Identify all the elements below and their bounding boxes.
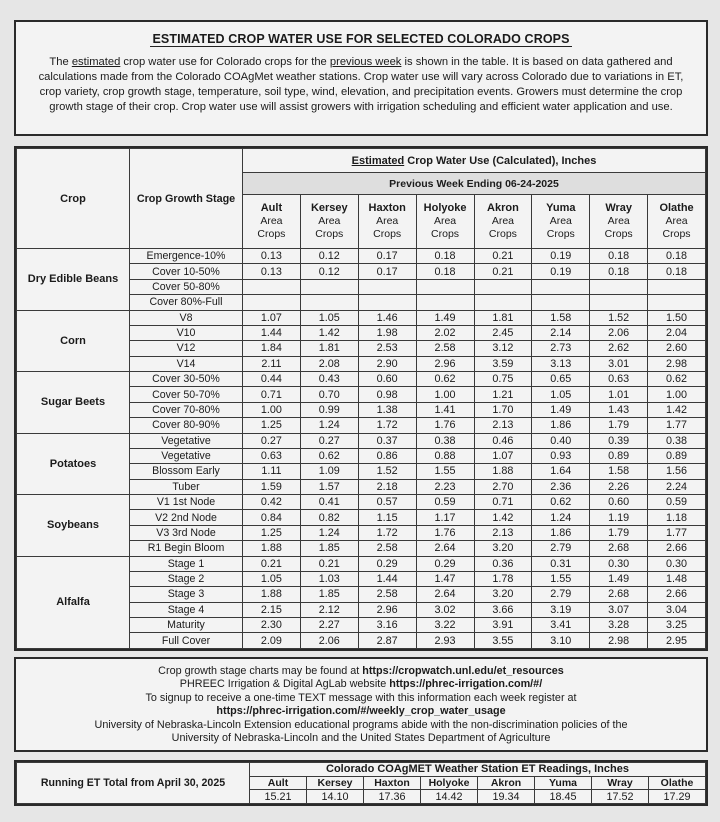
water-use-value: 3.13: [532, 356, 590, 371]
water-use-value: 3.22: [416, 618, 474, 633]
water-use-value: 1.42: [648, 402, 706, 417]
water-use-value: 1.07: [243, 310, 301, 325]
previous-week-emphasis: previous week: [329, 56, 402, 68]
water-use-value: 0.71: [474, 495, 532, 510]
water-use-value: 1.58: [532, 310, 590, 325]
water-use-value: 2.24: [648, 479, 706, 494]
water-use-value: 2.04: [648, 325, 706, 340]
water-use-value: 2.06: [300, 633, 358, 649]
et-value-kersey: 14.10: [307, 790, 364, 804]
water-use-value: 1.47: [416, 571, 474, 586]
water-use-value: 0.98: [358, 387, 416, 402]
water-use-value: 1.49: [590, 571, 648, 586]
phrec-website-line: PHREEC Irrigation & Digital AgLab website https://phrec-irrigation.com/#/: [179, 678, 543, 691]
water-use-value: 1.00: [648, 387, 706, 402]
growth-stage-cell: R1 Begin Bloom: [130, 541, 243, 556]
water-use-value: 0.38: [416, 433, 474, 448]
et-readings-panel: [14, 760, 708, 806]
et-location-olathe: Olathe: [649, 776, 706, 790]
water-use-value: [474, 295, 532, 310]
running-et-label: Running ET Total from April 30, 2025: [17, 763, 250, 804]
water-use-value: 1.05: [532, 387, 590, 402]
water-use-value: 0.18: [590, 264, 648, 279]
water-use-value: 3.19: [532, 602, 590, 617]
water-use-value: 1.48: [648, 571, 706, 586]
water-use-value: 3.66: [474, 602, 532, 617]
water-use-value: 2.95: [648, 633, 706, 649]
water-use-value: 0.13: [243, 249, 301, 264]
water-use-value: 1.46: [358, 310, 416, 325]
water-use-value: 0.70: [300, 387, 358, 402]
water-use-value: 0.62: [416, 372, 474, 387]
water-use-value: 2.06: [590, 325, 648, 340]
water-use-value: [590, 295, 648, 310]
water-use-value: 2.98: [590, 633, 648, 649]
water-use-value: 0.30: [648, 556, 706, 571]
growth-stage-cell: Tuber: [130, 479, 243, 494]
signup-line: To signup to receive a one-time TEXT message with this information each week register at: [145, 691, 577, 704]
water-use-value: [358, 279, 416, 294]
growth-stage-cell: Full Cover: [130, 633, 243, 649]
location-header-wray: Wray Area Crops: [590, 195, 648, 249]
water-use-value: 2.11: [243, 356, 301, 371]
growth-stage-cell: Emergence-10%: [130, 249, 243, 264]
water-use-value: 1.42: [474, 510, 532, 525]
water-use-value: 1.52: [358, 464, 416, 479]
water-use-value: 2.87: [358, 633, 416, 649]
page-title: ESTIMATED CROP WATER USE FOR SELECTED COLORADO CROPS: [152, 32, 570, 46]
water-use-value: 1.64: [532, 464, 590, 479]
water-use-value: 3.91: [474, 618, 532, 633]
signup-link[interactable]: https://phrec-irrigation.com/#/weekly_crop_water_usage: [216, 705, 506, 718]
water-use-value: [648, 279, 706, 294]
water-use-value: 1.76: [416, 418, 474, 433]
water-use-value: 2.12: [300, 602, 358, 617]
et-value-ault: 15.21: [250, 790, 307, 804]
water-use-value: 1.77: [648, 418, 706, 433]
water-use-value: 1.85: [300, 587, 358, 602]
water-use-value: 0.39: [590, 433, 648, 448]
crop-name-cell: Dry Edible Beans: [17, 249, 130, 311]
water-use-value: 0.63: [590, 372, 648, 387]
water-use-value: 1.58: [590, 464, 648, 479]
growth-stage-cell: Cover 80-90%: [130, 418, 243, 433]
et-value-holyoke: 14.42: [421, 790, 478, 804]
water-use-value: 2.02: [416, 325, 474, 340]
phrec-link[interactable]: https://phrec-irrigation.com/#/: [389, 678, 543, 691]
water-use-value: 0.29: [358, 556, 416, 571]
water-use-value: 0.44: [243, 372, 301, 387]
water-use-value: 0.86: [358, 448, 416, 463]
table-row: [17, 556, 706, 571]
water-use-value: 1.44: [358, 571, 416, 586]
week-ending-label: Previous Week Ending 06-24-2025: [243, 173, 706, 195]
water-use-value: [532, 295, 590, 310]
water-use-value: 1.00: [243, 402, 301, 417]
growth-stage-cell: Vegetative: [130, 433, 243, 448]
water-use-value: 1.79: [590, 418, 648, 433]
growth-stage-cell: Stage 1: [130, 556, 243, 571]
growth-stage-cell: Cover 10-50%: [130, 264, 243, 279]
water-use-value: 1.41: [416, 402, 474, 417]
water-use-value: 0.21: [243, 556, 301, 571]
growth-stage-cell: Cover 70-80%: [130, 402, 243, 417]
water-use-value: 2.36: [532, 479, 590, 494]
water-use-value: 2.13: [474, 418, 532, 433]
estimated-emphasis: estimated: [71, 56, 121, 68]
et-location-ault: Ault: [250, 776, 307, 790]
water-use-value: 2.09: [243, 633, 301, 649]
water-use-value: 1.38: [358, 402, 416, 417]
water-use-value: 0.18: [416, 264, 474, 279]
water-use-value: 1.88: [474, 464, 532, 479]
water-use-value: 2.60: [648, 341, 706, 356]
et-location-yuma: Yuma: [535, 776, 592, 790]
water-use-value: 1.59: [243, 479, 301, 494]
water-use-value: 0.38: [648, 433, 706, 448]
et-value-wray: 17.52: [592, 790, 649, 804]
table-title: Estimated Crop Water Use (Calculated), Inches: [243, 149, 706, 173]
stage-column-header: Crop Growth Stage: [130, 149, 243, 249]
water-use-value: 1.81: [474, 310, 532, 325]
growth-stage-cell: V1 1st Node: [130, 495, 243, 510]
water-use-value: 0.19: [532, 249, 590, 264]
water-use-value: [474, 279, 532, 294]
water-use-value: 1.21: [474, 387, 532, 402]
growth-stage-cell: V2 2nd Node: [130, 510, 243, 525]
water-use-value: 2.27: [300, 618, 358, 633]
water-use-value: 1.11: [243, 464, 301, 479]
water-use-value: 0.12: [300, 249, 358, 264]
table-row: [17, 249, 706, 264]
et-value-akron: 19.34: [478, 790, 535, 804]
water-use-value: 2.18: [358, 479, 416, 494]
growth-stage-cell: Cover 30-50%: [130, 372, 243, 387]
location-header-ault: Ault Area Crops: [243, 195, 301, 249]
water-use-value: 1.84: [243, 341, 301, 356]
water-use-value: 0.21: [474, 264, 532, 279]
water-use-value: 1.86: [532, 418, 590, 433]
growth-stage-cell: Vegetative: [130, 448, 243, 463]
water-use-value: 0.21: [474, 249, 532, 264]
et-location-kersey: Kersey: [307, 776, 364, 790]
crop-water-use-table: [16, 148, 706, 649]
water-use-value: 1.70: [474, 402, 532, 417]
water-use-value: [416, 279, 474, 294]
water-use-value: 0.13: [243, 264, 301, 279]
water-use-value: 2.73: [532, 341, 590, 356]
water-use-value: 1.17: [416, 510, 474, 525]
water-use-value: 1.01: [590, 387, 648, 402]
policy-line-2: University of Nebraska-Lincoln and the United States Department of Agriculture: [171, 732, 551, 745]
growth-stage-cell: V10: [130, 325, 243, 340]
growth-stage-cell: Cover 50-70%: [130, 387, 243, 402]
growth-stage-cell: V3 3rd Node: [130, 525, 243, 540]
water-use-value: 0.17: [358, 264, 416, 279]
water-use-value: 0.18: [648, 264, 706, 279]
water-use-value: 2.62: [590, 341, 648, 356]
water-use-value: 0.65: [532, 372, 590, 387]
water-use-value: 1.85: [300, 541, 358, 556]
crop-name-cell: Sugar Beets: [17, 372, 130, 434]
water-use-value: 0.27: [243, 433, 301, 448]
water-use-value: 0.42: [243, 495, 301, 510]
water-use-value: 0.29: [416, 556, 474, 571]
water-use-value: 0.19: [532, 264, 590, 279]
water-use-value: 1.55: [532, 571, 590, 586]
water-use-value: 2.26: [590, 479, 648, 494]
water-use-value: 0.41: [300, 495, 358, 510]
water-use-value: 2.68: [590, 587, 648, 602]
water-use-value: 2.14: [532, 325, 590, 340]
water-use-value: [300, 279, 358, 294]
water-use-value: 0.84: [243, 510, 301, 525]
cropwatch-link[interactable]: https://cropwatch.unl.edu/et_resources: [362, 665, 564, 677]
policy-line-1: University of Nebraska-Lincoln Extension educational programs abide with the non-discrimination policies of the: [94, 718, 628, 731]
water-use-value: 3.10: [532, 633, 590, 649]
water-use-value: 2.15: [243, 602, 301, 617]
water-use-value: 2.90: [358, 356, 416, 371]
water-use-value: 1.72: [358, 525, 416, 540]
water-use-value: 2.58: [416, 341, 474, 356]
water-use-value: 1.09: [300, 464, 358, 479]
water-use-value: 0.57: [358, 495, 416, 510]
water-use-value: 0.89: [590, 448, 648, 463]
table-row: [17, 310, 706, 325]
water-use-value: 0.43: [300, 372, 358, 387]
water-use-value: 1.18: [648, 510, 706, 525]
water-use-value: [416, 295, 474, 310]
et-value-olathe: 17.29: [649, 790, 706, 804]
location-header-holyoke: Holyoke Area Crops: [416, 195, 474, 249]
table-row: [17, 372, 706, 387]
water-use-value: 1.81: [300, 341, 358, 356]
water-use-value: 1.43: [590, 402, 648, 417]
water-use-value: 1.49: [416, 310, 474, 325]
water-use-value: 2.58: [358, 587, 416, 602]
location-header-akron: Akron Area Crops: [474, 195, 532, 249]
stage-charts-line: Crop growth stage charts may be found at https://cropwatch.unl.edu/et_resources: [158, 665, 564, 677]
water-use-value: 0.27: [300, 433, 358, 448]
crop-name-cell: Soybeans: [17, 495, 130, 557]
water-use-value: 3.16: [358, 618, 416, 633]
water-use-value: [243, 295, 301, 310]
water-use-value: 3.20: [474, 541, 532, 556]
water-use-value: 0.62: [648, 372, 706, 387]
water-use-value: 1.24: [300, 525, 358, 540]
water-use-value: 2.13: [474, 525, 532, 540]
water-use-value: 2.45: [474, 325, 532, 340]
water-use-value: 3.04: [648, 602, 706, 617]
et-value-yuma: 18.45: [535, 790, 592, 804]
water-use-value: 2.68: [590, 541, 648, 556]
growth-stage-cell: Stage 3: [130, 587, 243, 602]
crop-name-cell: Corn: [17, 310, 130, 372]
water-use-value: 0.40: [532, 433, 590, 448]
water-use-value: 0.18: [416, 249, 474, 264]
water-use-value: [590, 279, 648, 294]
water-use-value: 1.56: [648, 464, 706, 479]
water-use-value: 1.79: [590, 525, 648, 540]
water-use-value: 3.41: [532, 618, 590, 633]
water-use-value: [532, 279, 590, 294]
water-use-value: 0.60: [590, 495, 648, 510]
water-use-value: 1.72: [358, 418, 416, 433]
water-use-value: 3.07: [590, 602, 648, 617]
et-readings-title: Colorado COAgMET Weather Station ET Readings, Inches: [250, 763, 706, 777]
location-header-kersey: Kersey Area Crops: [300, 195, 358, 249]
location-header-yuma: Yuma Area Crops: [532, 195, 590, 249]
water-use-value: 1.19: [590, 510, 648, 525]
water-use-value: 2.66: [648, 541, 706, 556]
water-use-value: 0.82: [300, 510, 358, 525]
water-use-value: 2.96: [358, 602, 416, 617]
water-use-value: 3.02: [416, 602, 474, 617]
water-use-value: 1.25: [243, 525, 301, 540]
water-use-value: 0.62: [300, 448, 358, 463]
water-use-value: 0.75: [474, 372, 532, 387]
water-use-value: 0.89: [648, 448, 706, 463]
water-use-value: 0.59: [416, 495, 474, 510]
growth-stage-cell: V12: [130, 341, 243, 356]
intro-panel: [14, 20, 708, 136]
resources-panel: [14, 657, 708, 752]
table-row: [17, 495, 706, 510]
water-use-value: 1.49: [532, 402, 590, 417]
water-use-value: 2.64: [416, 587, 474, 602]
water-use-value: 0.37: [358, 433, 416, 448]
water-use-value: 1.55: [416, 464, 474, 479]
water-use-value: 2.30: [243, 618, 301, 633]
water-use-value: 1.76: [416, 525, 474, 540]
crop-column-header: Crop: [17, 149, 130, 249]
et-location-holyoke: Holyoke: [421, 776, 478, 790]
water-use-value: 2.66: [648, 587, 706, 602]
water-use-value: [648, 295, 706, 310]
water-use-value: 1.57: [300, 479, 358, 494]
water-use-value: 2.79: [532, 541, 590, 556]
water-use-value: 0.59: [648, 495, 706, 510]
water-use-value: 1.03: [300, 571, 358, 586]
water-use-value: 3.28: [590, 618, 648, 633]
water-use-value: 0.30: [590, 556, 648, 571]
water-use-value: 0.36: [474, 556, 532, 571]
water-use-value: [243, 279, 301, 294]
water-use-value: [300, 295, 358, 310]
water-use-value: 1.52: [590, 310, 648, 325]
water-use-value: 1.50: [648, 310, 706, 325]
water-use-value: 1.44: [243, 325, 301, 340]
water-use-value: 3.01: [590, 356, 648, 371]
water-use-value: 1.05: [243, 571, 301, 586]
water-use-value: 3.12: [474, 341, 532, 356]
growth-stage-cell: Maturity: [130, 618, 243, 633]
water-use-value: 2.98: [648, 356, 706, 371]
water-use-value: 3.59: [474, 356, 532, 371]
et-readings-table: [16, 762, 706, 804]
water-use-value: 3.20: [474, 587, 532, 602]
water-use-value: [358, 295, 416, 310]
growth-stage-cell: V8: [130, 310, 243, 325]
water-use-value: 3.25: [648, 618, 706, 633]
water-use-value: 2.58: [358, 541, 416, 556]
crop-name-cell: Alfalfa: [17, 556, 130, 649]
water-use-value: 1.77: [648, 525, 706, 540]
et-location-akron: Akron: [478, 776, 535, 790]
et-value-haxton: 17.36: [364, 790, 421, 804]
growth-stage-cell: Cover 80%-Full: [130, 295, 243, 310]
water-use-value: 0.63: [243, 448, 301, 463]
location-header-haxton: Haxton Area Crops: [358, 195, 416, 249]
water-use-value: 0.31: [532, 556, 590, 571]
water-use-value: 2.93: [416, 633, 474, 649]
water-use-value: 2.08: [300, 356, 358, 371]
water-use-value: 2.96: [416, 356, 474, 371]
water-use-value: 1.24: [300, 418, 358, 433]
growth-stage-cell: V14: [130, 356, 243, 371]
water-use-value: 0.18: [648, 249, 706, 264]
water-use-value: 0.99: [300, 402, 358, 417]
water-use-value: 0.12: [300, 264, 358, 279]
water-use-value: 1.15: [358, 510, 416, 525]
growth-stage-cell: Blossom Early: [130, 464, 243, 479]
water-use-value: 0.60: [358, 372, 416, 387]
water-use-value: 0.71: [243, 387, 301, 402]
water-use-value: 0.88: [416, 448, 474, 463]
water-use-value: 1.86: [532, 525, 590, 540]
water-use-value: 0.17: [358, 249, 416, 264]
water-use-value: 0.46: [474, 433, 532, 448]
water-use-value: 0.62: [532, 495, 590, 510]
intro-paragraph: The estimated crop water use for Colorado crops for the previous week is shown in the table. It is based on data gathered and calculations made from the Colorado COAgMet weather stations. Crop water use will vary across Colorado due to variations in ET, crop variety, crop growth stage, temperature, soil type, wind, elevation, and precipitation events. Growers must determine the crop growth stage of their crop. Crop water use will assist growers with irrigation scheduling and efficient water application and use.: [38, 56, 684, 113]
water-use-value: 1.88: [243, 541, 301, 556]
water-use-value: 1.07: [474, 448, 532, 463]
et-location-wray: Wray: [592, 776, 649, 790]
growth-stage-cell: Cover 50-80%: [130, 279, 243, 294]
water-use-value: 1.05: [300, 310, 358, 325]
water-use-value: 0.21: [300, 556, 358, 571]
crop-water-table-panel: [14, 146, 708, 651]
water-use-value: 2.70: [474, 479, 532, 494]
table-row: [17, 433, 706, 448]
growth-stage-cell: Stage 4: [130, 602, 243, 617]
water-use-value: 1.78: [474, 571, 532, 586]
water-use-value: 2.23: [416, 479, 474, 494]
et-location-haxton: Haxton: [364, 776, 421, 790]
water-use-value: 2.79: [532, 587, 590, 602]
water-use-value: 1.88: [243, 587, 301, 602]
location-header-olathe: Olathe Area Crops: [648, 195, 706, 249]
crop-name-cell: Potatoes: [17, 433, 130, 495]
water-use-value: 1.24: [532, 510, 590, 525]
water-use-value: 1.98: [358, 325, 416, 340]
water-use-value: 3.55: [474, 633, 532, 649]
water-use-value: 1.25: [243, 418, 301, 433]
water-use-value: 0.18: [590, 249, 648, 264]
growth-stage-cell: Stage 2: [130, 571, 243, 586]
water-use-value: 1.00: [416, 387, 474, 402]
water-use-value: 0.93: [532, 448, 590, 463]
water-use-value: 1.42: [300, 325, 358, 340]
water-use-value: 2.64: [416, 541, 474, 556]
water-use-value: 2.53: [358, 341, 416, 356]
